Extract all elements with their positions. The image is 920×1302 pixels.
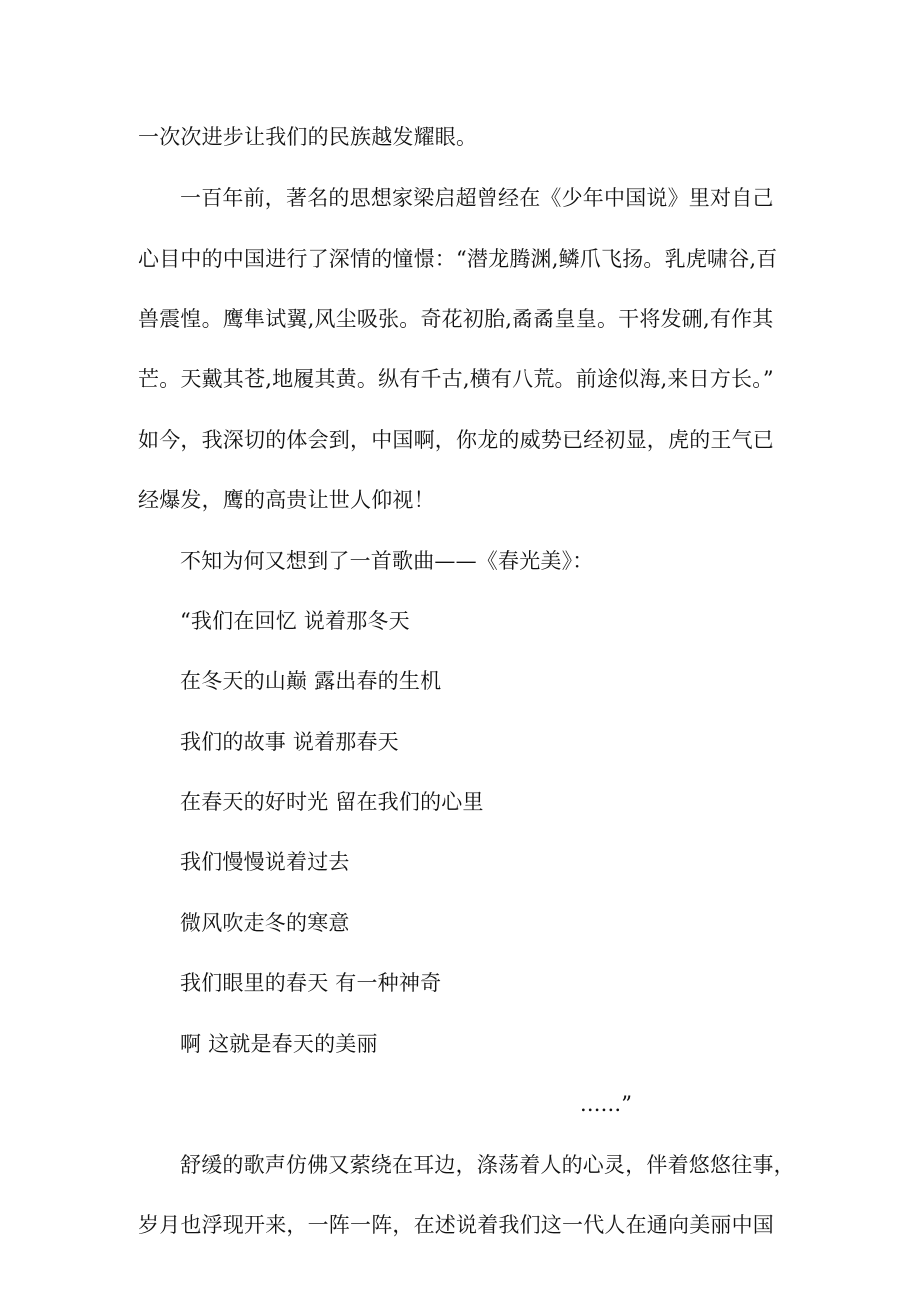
text-line: 芒。天戴其苍,地履其黄。纵有千古,横有八荒。前途似海,来日方长。” [138, 367, 774, 391]
lyric-line: 我们慢慢说着过去 [180, 850, 350, 874]
lyric-line: 在冬天的山巅 露出春的生机 [180, 669, 442, 693]
text-line: 舒缓的歌声仿佛又萦绕在耳边，涤荡着人的心灵，伴着悠悠往事， [180, 1153, 795, 1177]
text-line: 兽震惶。鹰隼试翼,风尘吸张。奇花初胎,矞矞皇皇。干将发硎,有作其 [138, 307, 774, 331]
lyric-line: 微风吹走冬的寒意 [180, 911, 350, 935]
text-line: 一百年前，著名的思想家梁启超曾经在《少年中国说》里对自己 [180, 186, 774, 210]
lyric-ellipsis: ......” [580, 1092, 633, 1116]
lyric-line: 我们的故事 说着那春天 [180, 730, 399, 754]
text-line: 一次次进步让我们的民族越发耀眼。 [138, 125, 478, 149]
text-line: 如今，我深切的体会到，中国啊，你龙的威势已经初显，虎的王气已 [138, 428, 774, 452]
text-line: 岁月也浮现开来，一阵一阵，在述说着我们这一代人在通向美丽中国 [138, 1213, 774, 1237]
text-line: 不知为何又想到了一首歌曲——《春光美》： [180, 549, 594, 573]
text-line: 经爆发，鹰的高贵让世人仰视！ [138, 488, 435, 512]
lyric-line: 啊 这就是春天的美丽 [180, 1032, 378, 1056]
text-line: 心目中的中国进行了深情的憧憬：“潜龙腾渊,鳞爪飞扬。乳虎啸谷,百 [138, 247, 778, 271]
lyric-line: 在春天的好时光 留在我们的心里 [180, 790, 484, 814]
lyric-line: 我们眼里的春天 有一种神奇 [180, 971, 442, 995]
lyric-line: “我们在回忆 说着那冬天 [180, 609, 410, 633]
